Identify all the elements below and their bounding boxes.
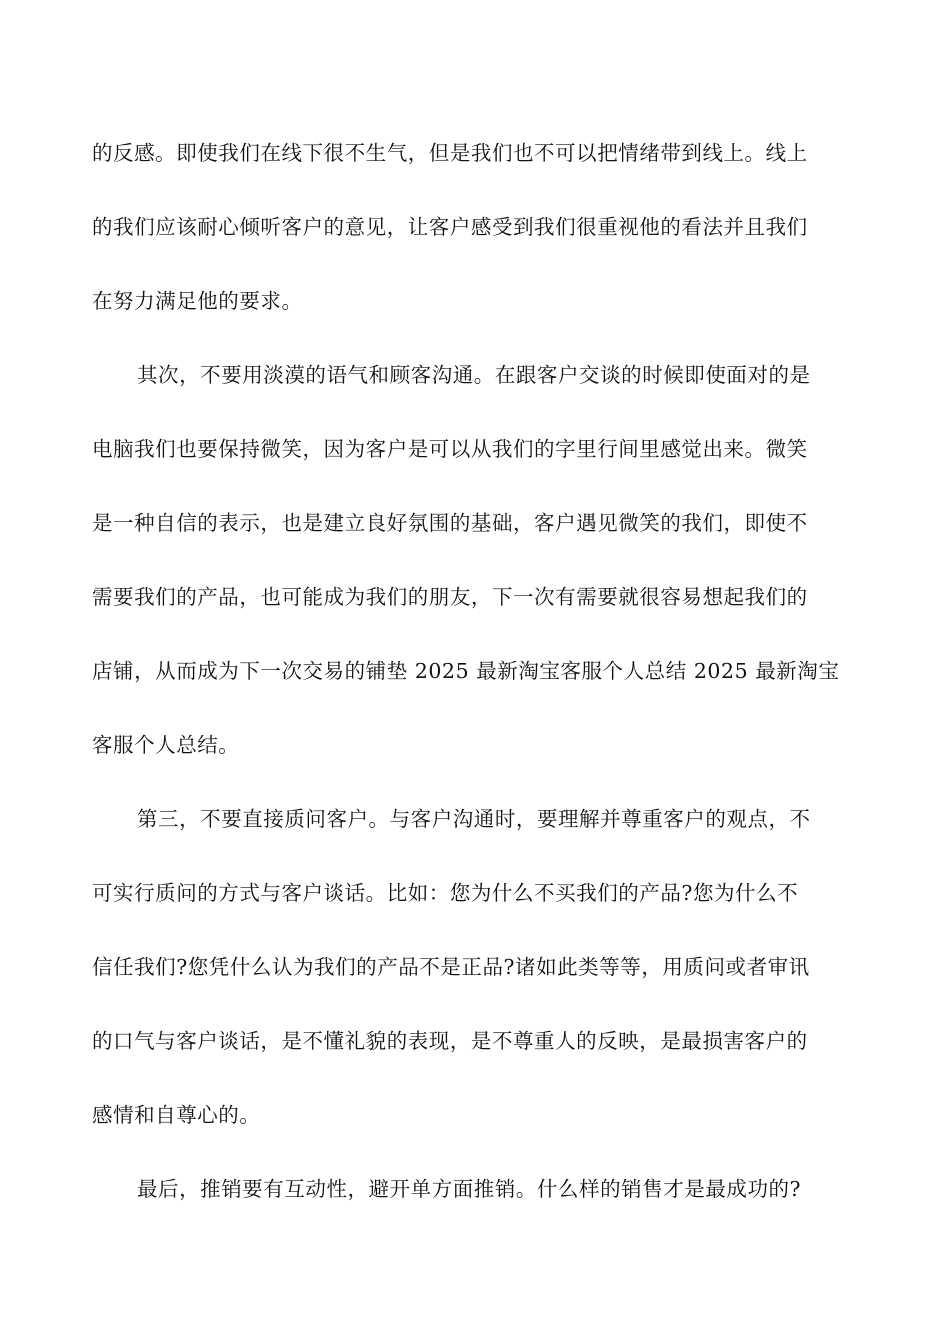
text-line: 是一种自信的表示，也是建立良好氛围的基础，客户遇见微笑的我们，即使不 [92, 511, 808, 535]
text-line: 的反感。即使我们在线下很不生气，但是我们也不可以把情绪带到线上。线上 [92, 141, 808, 165]
text-line: 最后，推销要有互动性，避开单方面推销。什么样的销售才是最成功的? [137, 1177, 802, 1201]
text-line: 感情和自尊心的。 [92, 1103, 261, 1127]
text-line: 其次，不要用淡漠的语气和顾客沟通。在跟客户交谈的时候即使面对的是 [137, 363, 811, 387]
text-line: 第三，不要直接质问客户。与客户沟通时，要理解并尊重客户的观点，不 [137, 807, 811, 831]
text-line: 的口气与客户谈话，是不懂礼貌的表现，是不尊重人的反映，是最损害客户的 [92, 1029, 808, 1053]
text-line: 在努力满足他的要求。 [92, 289, 303, 313]
text-line: 电脑我们也要保持微笑，因为客户是可以从我们的字里行间里感觉出来。微笑 [92, 437, 808, 461]
text-line: 需要我们的产品，也可能成为我们的朋友，下一次有需要就很容易想起我们的 [92, 585, 808, 609]
text-line: 信任我们?您凭什么认为我们的产品不是正品?诸如此类等等，用质问或者审讯 [92, 955, 810, 979]
text-line: 的我们应该耐心倾听客户的意见，让客户感受到我们很重视他的看法并且我们 [92, 215, 808, 239]
text-line: 可实行质问的方式与客户谈话。比如：您为什么不买我们的产品?您为什么不 [92, 881, 799, 905]
text-line: 店铺，从而成为下一次交易的铺垫 2025 最新淘宝客服个人总结 2025 最新淘宝 [92, 659, 840, 683]
text-line: 客服个人总结。 [92, 733, 240, 757]
